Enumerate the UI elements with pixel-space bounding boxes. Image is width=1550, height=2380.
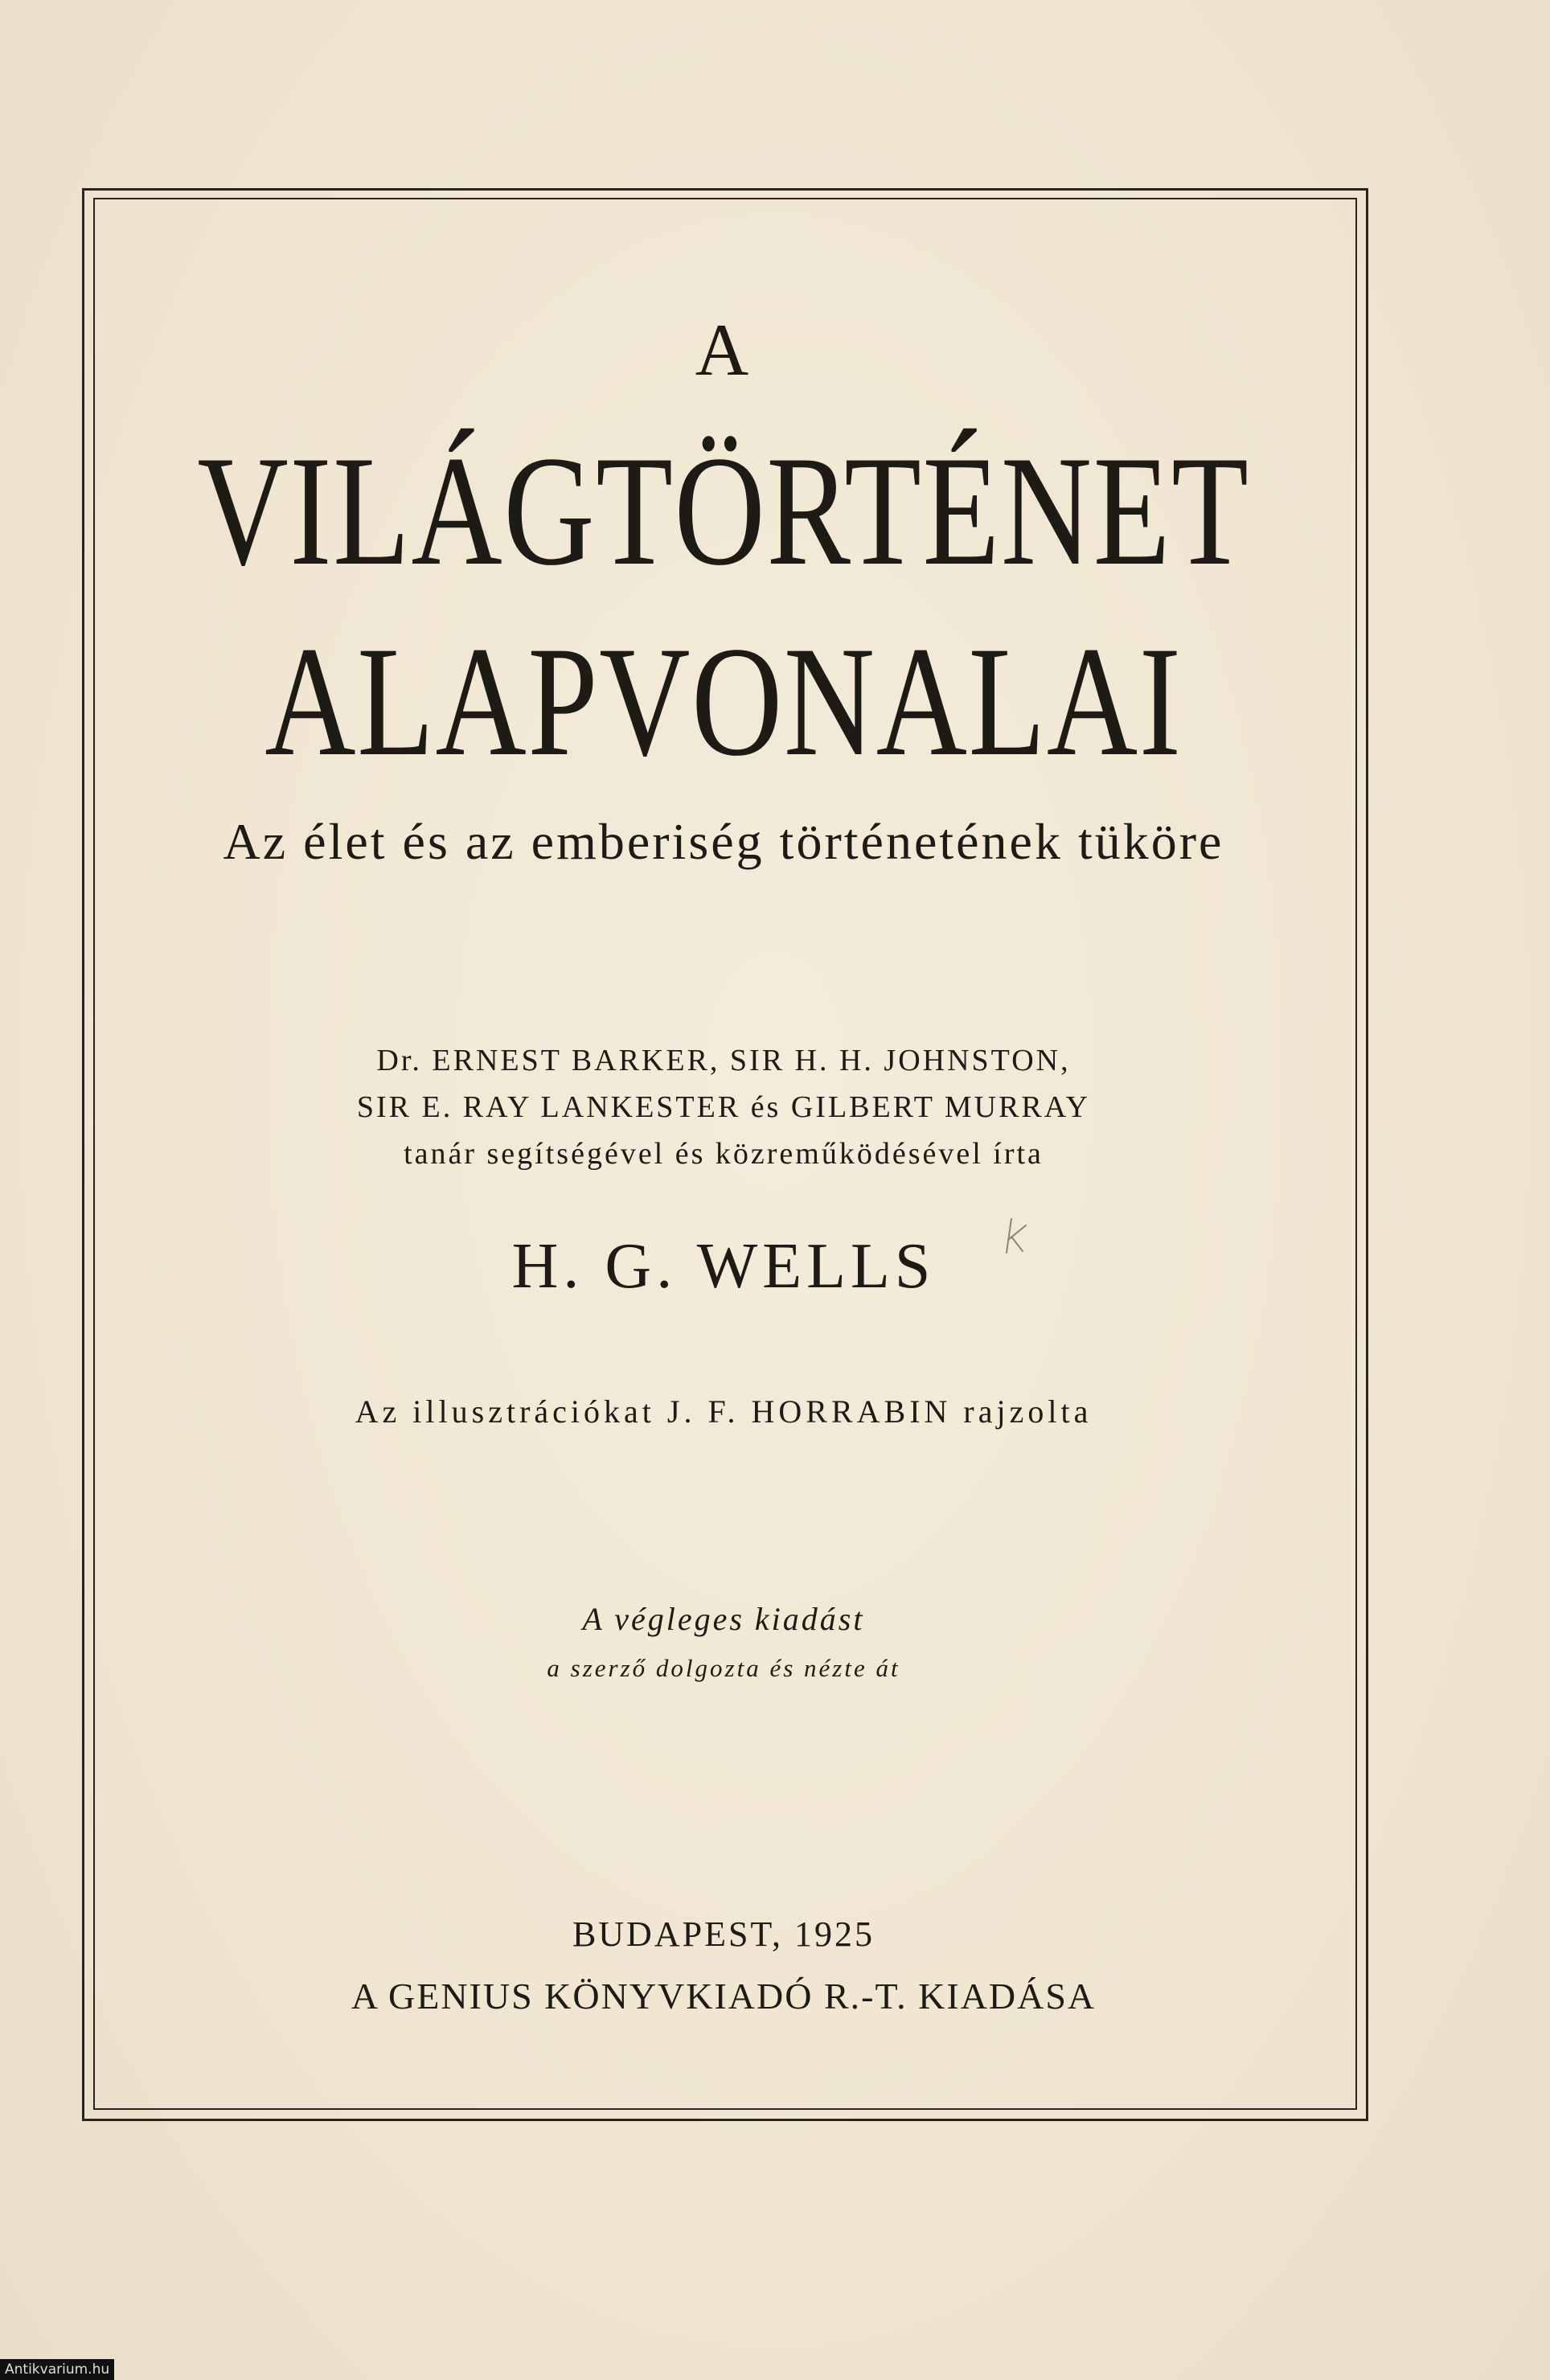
illustrator-line: Az illusztrációkat J. F. HORRABIN rajzolta — [355, 1393, 1093, 1430]
author-name: H. G. WELLS — [511, 1231, 936, 1302]
collaborators-line-3: tanár segítségével és közreműködésével írta — [404, 1137, 1044, 1171]
subtitle: Az élet és az emberiség történetének tüköre — [223, 813, 1224, 870]
edition-line-1: A végleges kiadást — [582, 1601, 865, 1637]
handwritten-mark — [1002, 1216, 1034, 1256]
collaborators-line-2: SIR E. RAY LANKESTER és GILBERT MURRAY — [356, 1090, 1091, 1124]
collaborators-line-1: Dr. ERNEST BARKER, SIR H. H. JOHNSTON, — [376, 1044, 1071, 1077]
edition-line-2: a szerző dolgozta és nézte át — [547, 1654, 900, 1682]
title-line-1: VILÁGTÖRTÉNET — [197, 424, 1250, 598]
title-line-2: ALAPVONALAI — [264, 614, 1183, 789]
city-year: BUDAPEST, 1925 — [572, 1914, 875, 1954]
title-article: A — [695, 309, 752, 391]
watermark: Antikvarium.hu — [0, 2359, 114, 2380]
collaborators-block — [0, 1037, 1447, 1177]
publisher: A GENIUS KÖNYVKIADÓ R.-T. KIADÁSA — [351, 1976, 1097, 2017]
